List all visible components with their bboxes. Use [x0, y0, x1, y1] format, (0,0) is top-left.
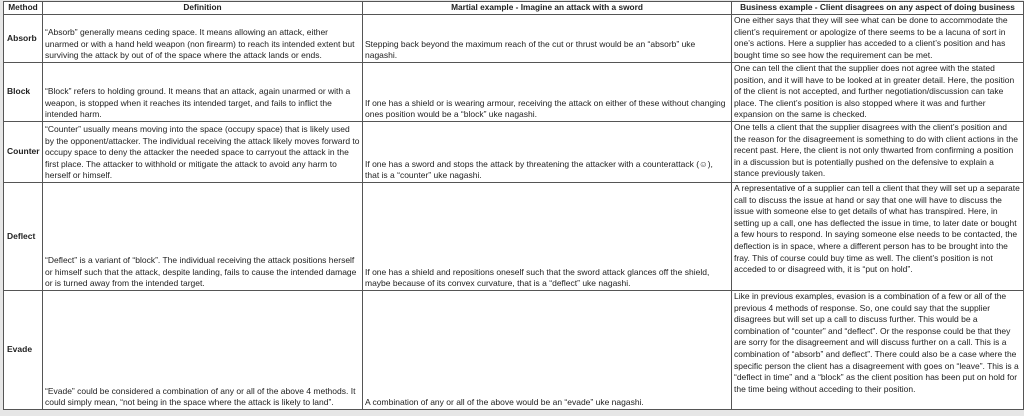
method-cell: Evade [4, 291, 43, 410]
uke-nagashi-table [3, 1, 1024, 410]
definition-cell: “Deflect” is a variant of “block”. The individual receiving the attack positions herself or himself such that the attack, despite landing, fails to cause the intended damage or is turned away from the intended target. [43, 183, 363, 291]
header-method: Method [4, 2, 43, 15]
header-business-example: Business example - Client disagrees on any aspect of doing business [732, 2, 1024, 15]
definition-cell: “Block” refers to holding ground. It means that an attack, again unarmed or with a weapon, is stopped when it reaches its intended target, and fails to inflict the intended harm. [43, 63, 363, 122]
martial-example-cell: If one has a sword and stops the attack by threatening the attacker with a counterattack (☺), that is a “counter” uke nagashi. [363, 122, 732, 183]
header-row [4, 2, 1024, 15]
definition-cell: “Evade” could be considered a combination of any or all of the above 4 methods. It could simply mean, “not being in the space where the attack is likely to land”. [43, 291, 363, 410]
definition-cell: “Counter” usually means moving into the space (occupy space) that is likely used by the opponent/attacker. The individual receiving the attack likely moves forward to occupy space to deny the attacker the needed space to carryout the attack in the first place. The attacker to withhold or mitigate the attack to avoid any harm to herself or himself. [43, 122, 363, 183]
table-row [4, 15, 1024, 63]
business-example-cell: One can tell the client that the supplier does not agree with the stated position, and it will have to be looked at in greater detail. Here, the position of the client is not accepted, and further negotiation/discussion can take place. The client’s position is also stopped where it was and further expansion on the same is checked. [732, 63, 1024, 122]
business-example-cell: One either says that they will see what can be done to accommodate the client’s requirement or apologize of there seems to be a lacuna of sort in one’s actions. Here a supplier has acceded to a client’s position and has bought time so see how the requirement can be met. [732, 15, 1024, 63]
method-cell: Block [4, 63, 43, 122]
martial-example-cell: A combination of any or all of the above would be an “evade” uke nagashi. [363, 291, 732, 410]
martial-example-cell: Stepping back beyond the maximum reach of the cut or thrust would be an “absorb” uke nagashi. [363, 15, 732, 63]
header-martial-example: Martial example - Imagine an attack with a sword [363, 2, 732, 15]
header-definition: Definition [43, 2, 363, 15]
business-example-cell: One tells a client that the supplier disagrees with the client’s position and the reason for the disagreement is something to do with client actions in the recent past. Here, the client is not only thwarted from confirming a position in a discussion but is potentially pushed on the defensive to explain a stance previously taken. [732, 122, 1024, 183]
table-row [4, 183, 1024, 291]
business-example-cell: A representative of a supplier can tell a client that they will set up a separate call to discuss the issue at hand or say that one will have to discuss the issue with someone else to get details of what has transpired. Here, in setting up a call, one has deflected the issue in time, to later date or bought a few hours to respond. In saying someone else needs to be contacted, the deflection is in space, where a different person has to be brought into the fray. This of course could buy time as well. The client’s position is not acceded to or disagreed with, it is “put on hold”. [732, 183, 1024, 291]
method-cell: Deflect [4, 183, 43, 291]
definition-cell: “Absorb” generally means ceding space. It means allowing an attack, either unarmed or with a hand held weapon (non firearm) to reach its intended extent but surviving the attack by out of of the space where the attack lands or ends. [43, 15, 363, 63]
table-row [4, 122, 1024, 183]
martial-example-cell: If one has a shield or is wearing armour, receiving the attack on either of these without changing ones position would be a “block” uke nagashi. [363, 63, 732, 122]
table-row [4, 291, 1024, 410]
method-cell: Counter [4, 122, 43, 183]
business-example-cell: Like in previous examples, evasion is a combination of a few or all of the previous 4 methods of response. So, one could say that the supplier disagrees but will set up a call to discuss further. This would be a combination of “counter” and “deflect”. Or the response could be that they are sorry for the disagreement and will discuss further on a call. This is a combination of “absorb” and deflect”. There could also be a case where the specific person the client has a disagreement with goes on “leave”. This is a “deflect in time” and a “block” as the client position has been put on hold for the time being without acceding to their position. [732, 291, 1024, 410]
method-cell: Absorb [4, 15, 43, 63]
table-row [4, 63, 1024, 122]
martial-example-cell: If one has a shield and repositions oneself such that the sword attack glances off the shield, maybe because of its convex curvature, that is a “deflect” uke nagashi. [363, 183, 732, 291]
